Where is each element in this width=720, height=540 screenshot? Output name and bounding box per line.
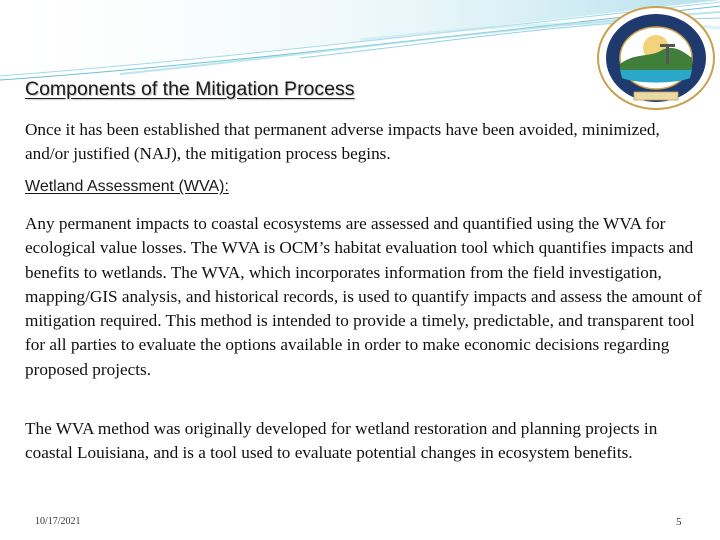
footer-date: 10/17/2021 bbox=[35, 516, 81, 527]
page-number: 5 bbox=[676, 516, 682, 528]
wva-description-paragraph: Any permanent impacts to coastal ecosystems are assessed and quantified using the WVA for ecological value losses. The WVA is OCM’s habitat evaluation tool which quantifies impacts and benefits to wetlands. The WVA, which incorporates information from the field investigation, mapping/GIS analysis, and historical records, is used to quantify impacts and assess the amount of mitigation required. This method is intended to provide a timely, predictable, and transparent tool for all parties to evaluate the options available in order to make economic decisions regarding proposed projects. bbox=[25, 214, 702, 379]
wva-origin-paragraph: The WVA method was originally developed for wetland restoration and planning projects in coastal Louisiana, and is a tool used to evaluate potential changes in ecosystem benefits. bbox=[25, 419, 658, 463]
slide-title: Components of the Mitigation Process bbox=[25, 78, 355, 100]
intro-paragraph: Once it has been established that permanent adverse impacts have been avoided, minimized, and/or justified (NAJ), the mitigation process begins. bbox=[25, 120, 660, 164]
section-heading: Wetland Assessment (WVA): bbox=[25, 178, 229, 195]
department-seal-icon bbox=[596, 4, 716, 112]
